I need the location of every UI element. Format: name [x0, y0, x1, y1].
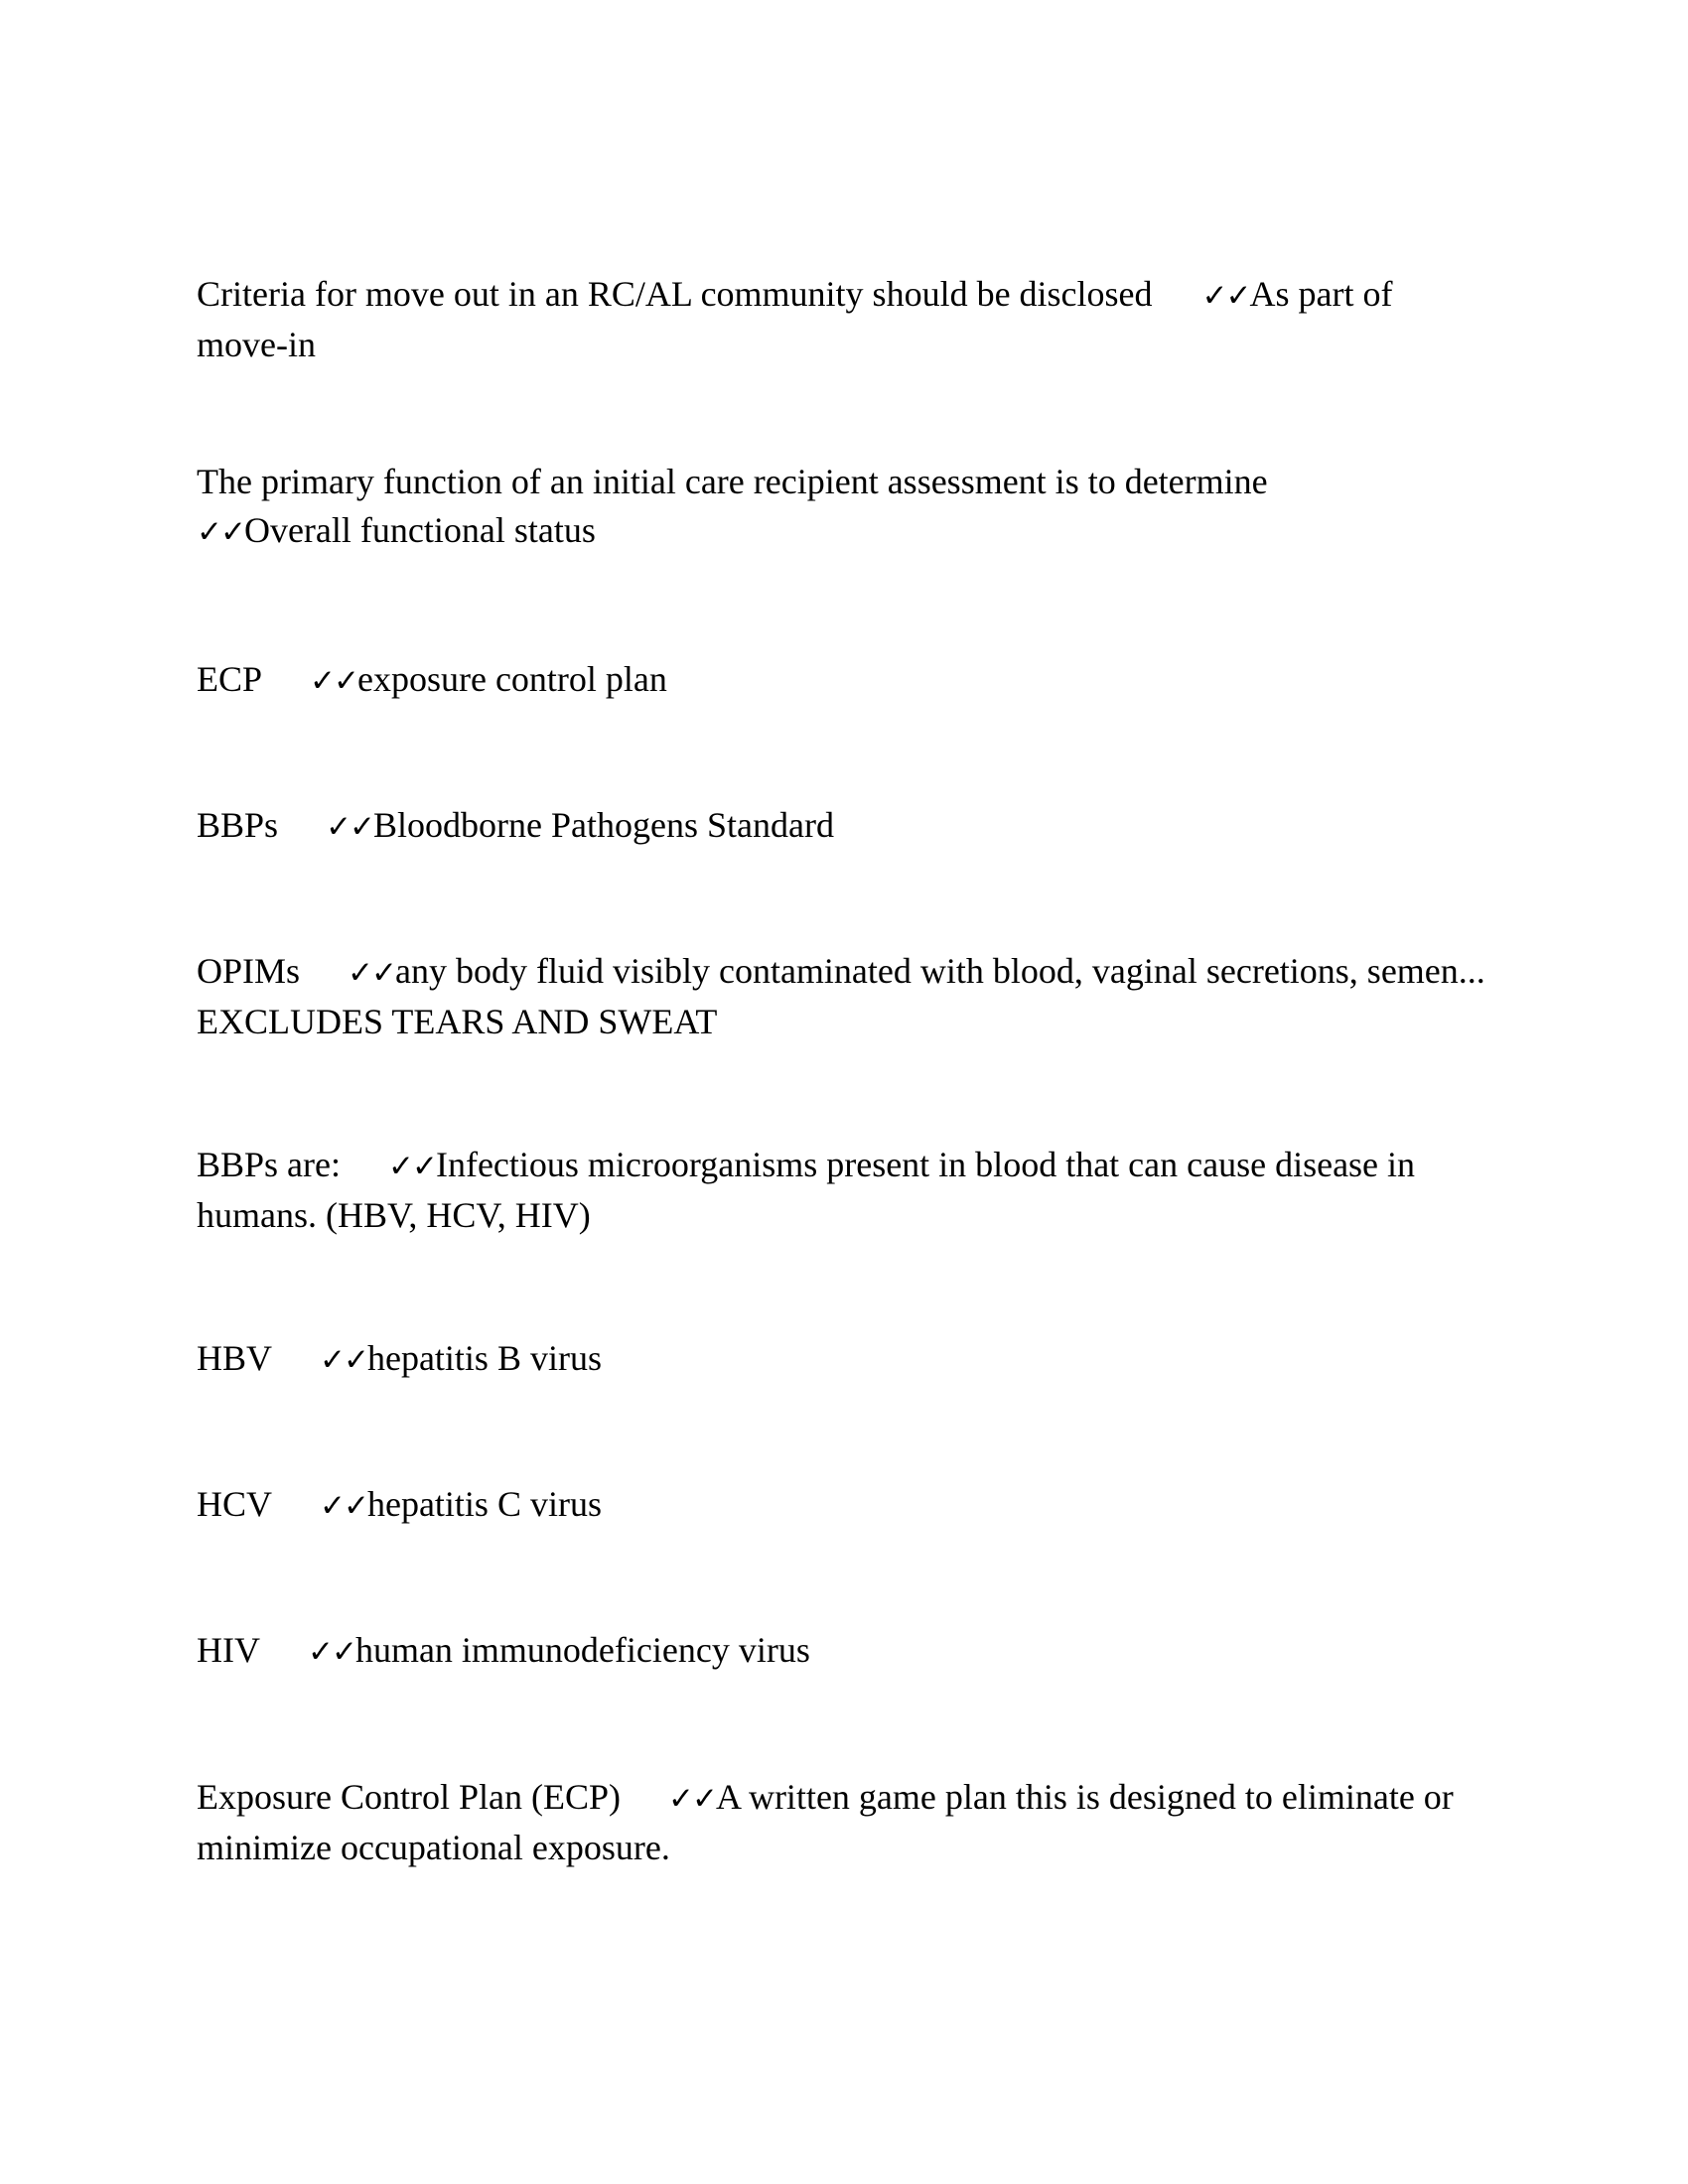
flashcard-entry	[197, 1626, 1487, 1677]
flashcard-entry	[197, 1141, 1487, 1240]
double-check-icon: ✓✓	[667, 1781, 716, 1817]
entry-answer: As part of move-in	[197, 274, 1393, 364]
double-check-icon: ✓✓	[320, 1342, 367, 1378]
flashcard-entry	[197, 801, 1487, 852]
entry-term: ECP	[197, 659, 263, 699]
entry-answer: hepatitis C virus	[366, 1484, 602, 1524]
entry-term: Exposure Control Plan (ECP)	[197, 1777, 621, 1817]
entry-term: The primary function of an initial care recipient assessment is to determine	[197, 462, 1268, 501]
entry-answer: A written game plan this is designed to eliminate or minimize occupational exposure.	[197, 1777, 1454, 1867]
entry-answer: Overall functional status	[243, 510, 596, 550]
entry-answer: human immunodeficiency virus	[354, 1630, 810, 1670]
flashcard-entry	[197, 458, 1487, 557]
entry-answer: Bloodborne Pathogens Standard	[373, 805, 834, 845]
double-check-icon: ✓✓	[310, 663, 357, 699]
entry-answer: exposure control plan	[356, 659, 667, 699]
double-check-icon: ✓✓	[307, 1634, 355, 1670]
flashcard-entry	[197, 947, 1487, 1046]
flashcard-entry	[197, 1480, 1487, 1531]
entry-answer: any body fluid visibly contaminated with blood, vaginal secretions, semen... EXCLUDES TEARS AND SWEAT	[197, 951, 1485, 1041]
entry-term: HBV	[197, 1338, 273, 1378]
double-check-icon: ✓✓	[320, 1488, 367, 1524]
double-check-icon: ✓✓	[1201, 278, 1250, 314]
entry-term: HIV	[197, 1630, 260, 1670]
entry-term: BBPs	[197, 805, 279, 845]
entry-term: Criteria for move out in an RC/AL community should be disclosed	[197, 274, 1153, 314]
flashcard-entry	[197, 1334, 1487, 1385]
double-check-icon: ✓✓	[348, 955, 395, 991]
entry-answer: Infectious microorganisms present in blood that can cause disease in humans. (HBV, HCV, HIV)	[197, 1145, 1416, 1235]
flashcard-entry	[197, 655, 1487, 706]
entry-term: HCV	[197, 1484, 273, 1524]
entry-answer: hepatitis B virus	[366, 1338, 602, 1378]
entry-term: BBPs are:	[197, 1145, 342, 1184]
double-check-icon: ✓✓	[197, 514, 244, 550]
entry-term: OPIMs	[197, 951, 301, 991]
flashcard-entry	[197, 1773, 1487, 1872]
flashcard-entry	[197, 270, 1487, 369]
double-check-icon: ✓✓	[326, 809, 374, 845]
double-check-icon: ✓✓	[388, 1149, 436, 1184]
